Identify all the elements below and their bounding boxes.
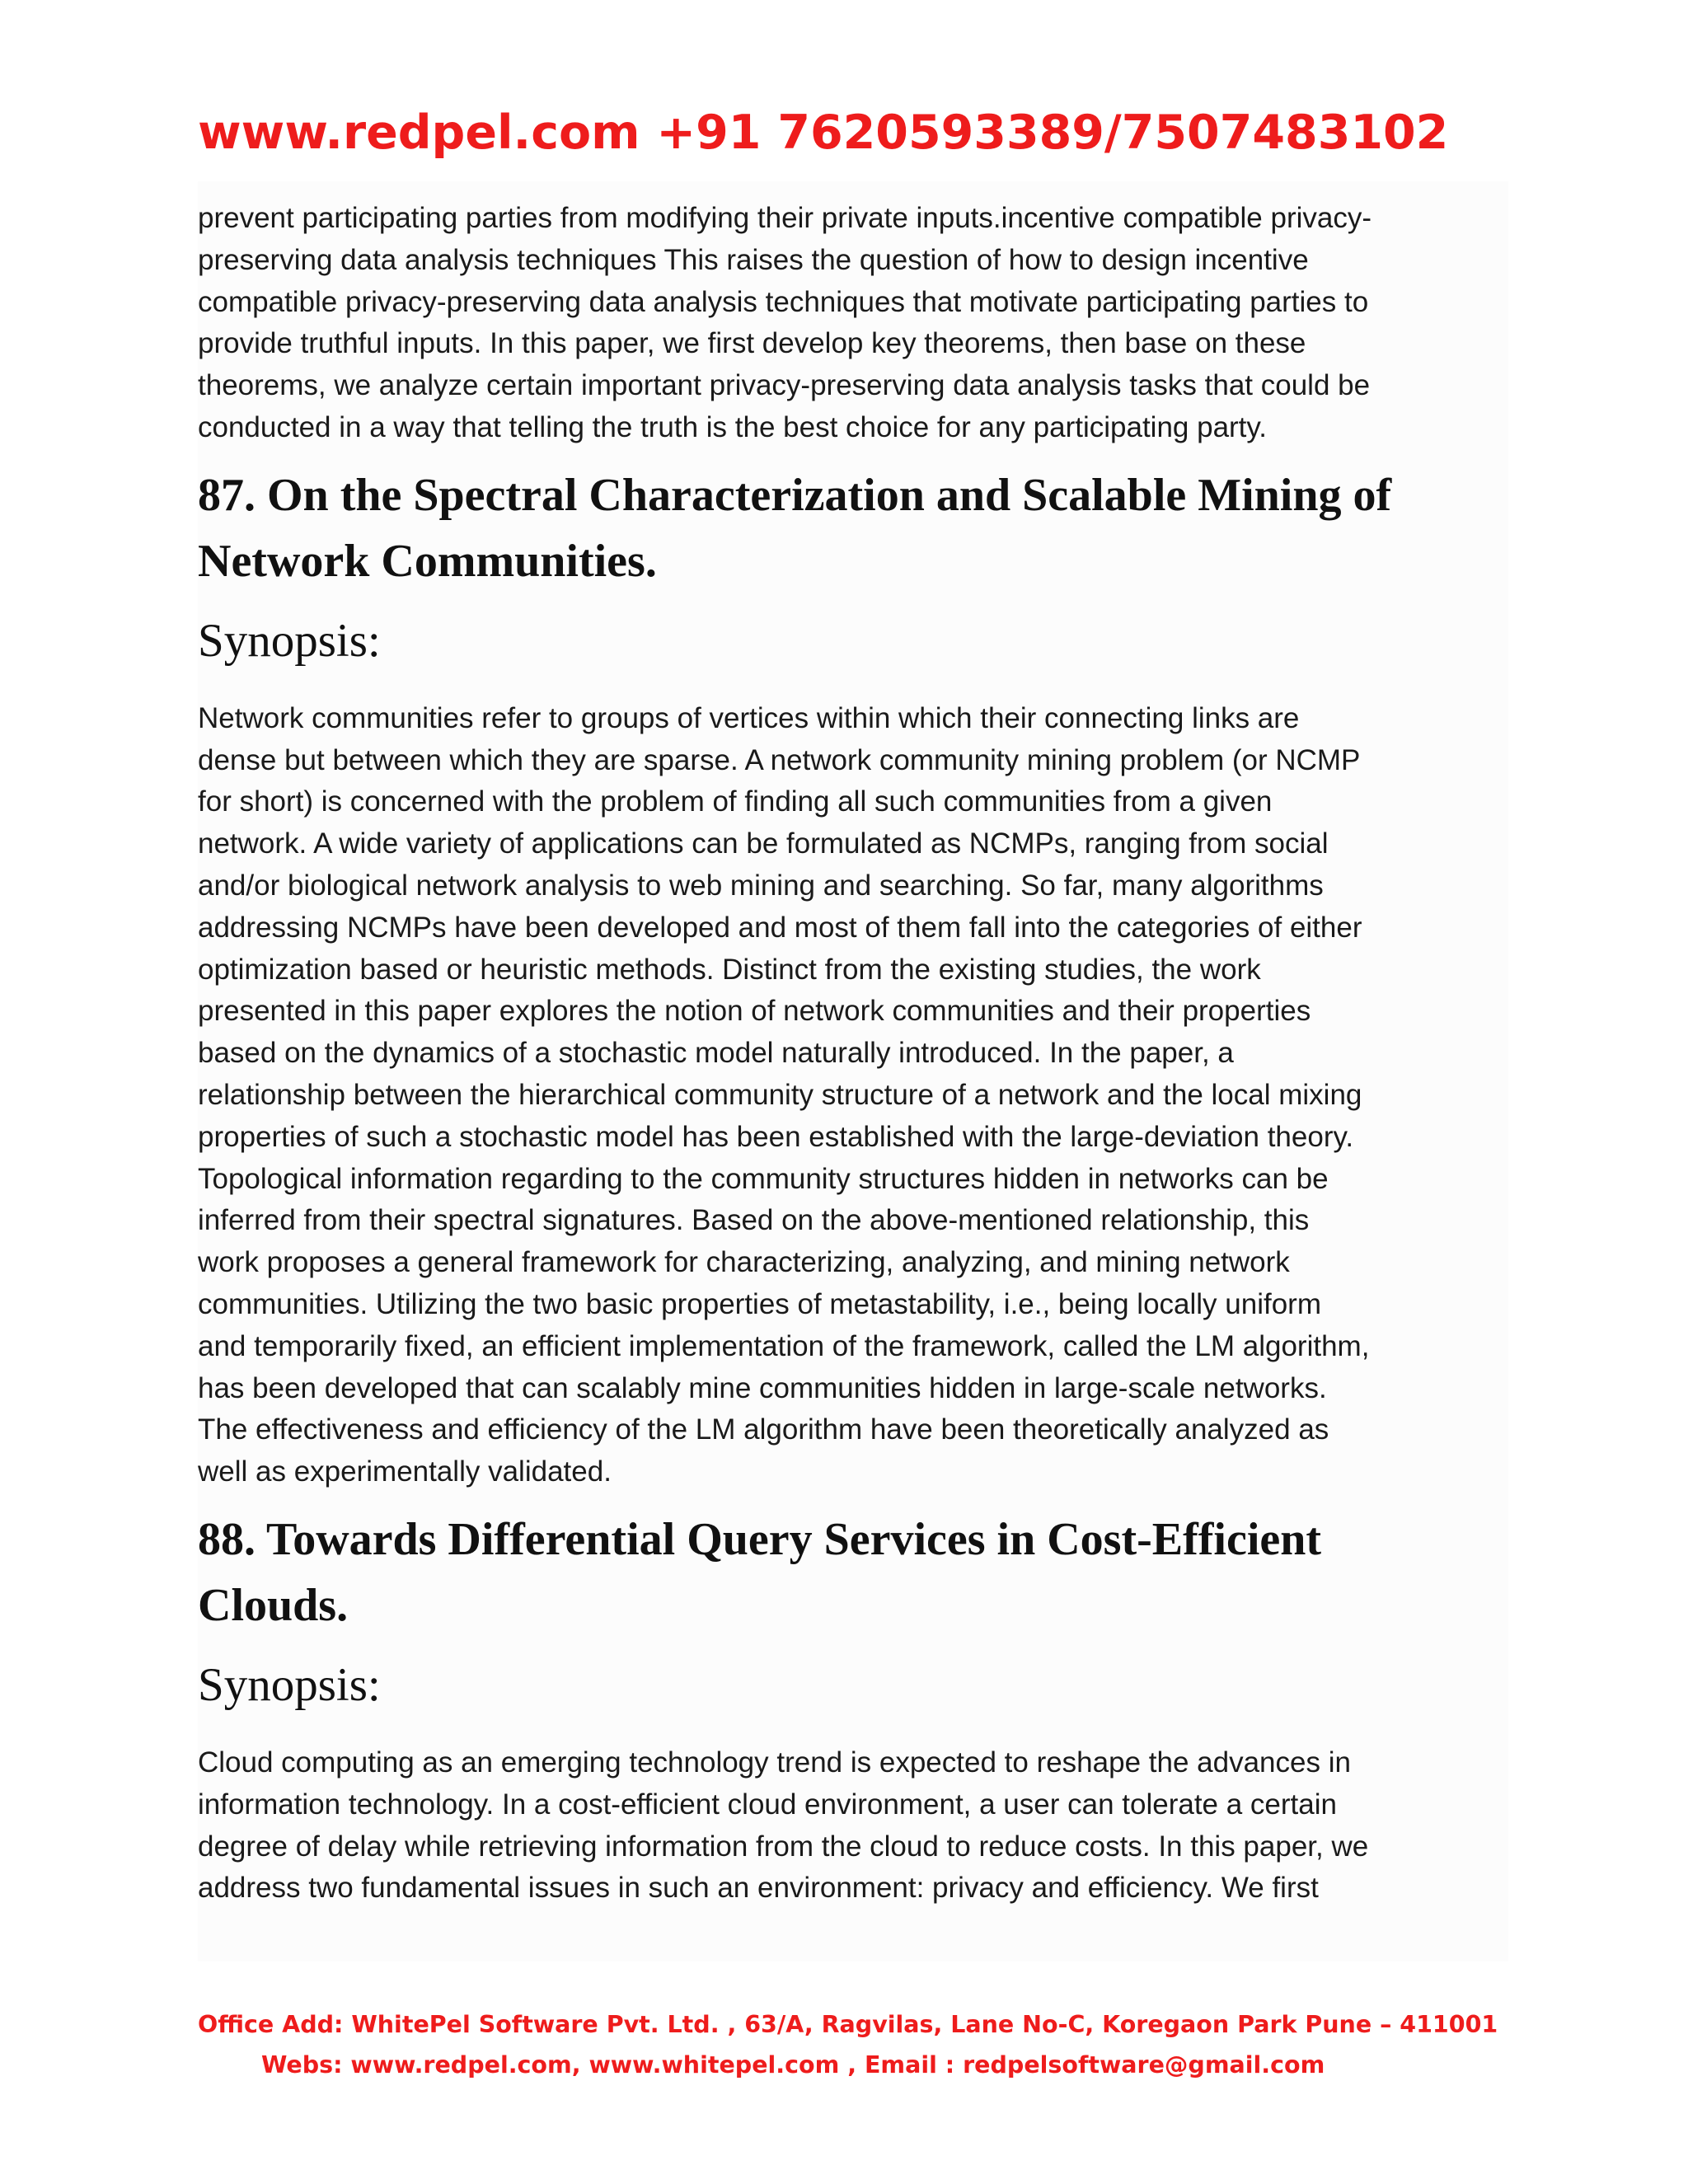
paragraph-line: and temporarily fixed, an efficient implementation of the framework, called the LM algorithm, (198, 1329, 1370, 1362)
section-88-title (198, 1507, 1500, 1638)
section-title-line: Network Communities. (198, 535, 657, 587)
intro-paragraph (198, 198, 1500, 449)
header-banner: www.redpel.com +91 7620593389/7507483102 (198, 105, 1449, 160)
paragraph-line: information technology. In a cost-efficient cloud environment, a user can tolerate a certain (198, 1788, 1337, 1821)
paragraph-line: inferred from their spectral signatures. Based on the above-mentioned relationship, this (198, 1204, 1310, 1237)
paragraph-line: prevent participating parties from modifying their private inputs.incentive compatible privacy- (198, 202, 1372, 234)
section-87-synopsis-label: Synopsis: (198, 614, 381, 667)
paragraph-line: work proposes a general framework for characterizing, analyzing, and mining network (198, 1246, 1290, 1279)
paragraph-line: for short) is concerned with the problem of finding all such communities from a given (198, 785, 1273, 818)
paragraph-line: compatible privacy-preserving data analysis techniques that motivate participating parties to (198, 285, 1369, 318)
paragraph-line: well as experimentally validated. (198, 1455, 612, 1488)
document-content (198, 198, 1500, 1910)
footer-office-address: Office Add: WhitePel Software Pvt. Ltd. , 63/A, Ragvilas, Lane No-C, Koregaon Park Pune – 411001 (198, 2011, 1498, 2038)
section-88-body (198, 1742, 1500, 1910)
paragraph-line: dense but between which they are sparse. A network community mining problem (or NCMP (198, 743, 1361, 776)
footer-web-email: Webs: www.redpel.com, www.whitepel.com , Email : redpelsoftware@gmail.com (261, 2051, 1325, 2079)
paragraph-line: has been developed that can scalably mine communities hidden in large-scale networks. (198, 1371, 1327, 1404)
paragraph-line: address two fundamental issues in such an environment: privacy and efficiency. We first (198, 1872, 1319, 1905)
paragraph-line: The effectiveness and efficiency of the LM algorithm have been theoretically analyzed as (198, 1413, 1329, 1446)
paragraph-line: relationship between the hierarchical community structure of a network and the local mixing (198, 1078, 1362, 1111)
paragraph-line: optimization based or heuristic methods. Distinct from the existing studies, the work (198, 953, 1261, 986)
paragraph-line: based on the dynamics of a stochastic model naturally introduced. In the paper, a (198, 1037, 1234, 1070)
paragraph-line: properties of such a stochastic model has been established with the large-deviation theory. (198, 1120, 1354, 1153)
section-87-body (198, 698, 1500, 1493)
paragraph-line: degree of delay while retrieving information from the cloud to reduce costs. In this paper, we (198, 1830, 1369, 1863)
paragraph-line: presented in this paper explores the notion of network communities and their properties (198, 995, 1311, 1028)
section-title-line: 87. On the Spectral Characterization and Scalable Mining of (198, 469, 1392, 521)
paragraph-line: Cloud computing as an emerging technology trend is expected to reshape the advances in (198, 1746, 1351, 1779)
paragraph-line: conducted in a way that telling the truth is the best choice for any participating party. (198, 410, 1268, 443)
section-title-line: Clouds. (198, 1579, 349, 1631)
paragraph-line: addressing NCMPs have been developed and most of them fall into the categories of either (198, 911, 1362, 944)
paragraph-line: preserving data analysis techniques This raises the question of how to design incentive (198, 243, 1309, 276)
section-title-line: 88. Towards Differential Query Services in Cost-Efficient (198, 1513, 1322, 1565)
section-87-title (198, 462, 1500, 594)
paragraph-line: and/or biological network analysis to web mining and searching. So far, many algorithms (198, 869, 1324, 902)
section-88-synopsis-label: Synopsis: (198, 1658, 381, 1711)
paragraph-line: communities. Utilizing the two basic properties of metastability, i.e., being locally uniform (198, 1287, 1321, 1320)
paragraph-line: network. A wide variety of applications can be formulated as NCMPs, ranging from social (198, 827, 1329, 860)
paragraph-line: theorems, we analyze certain important privacy-preserving data analysis tasks that could be (198, 369, 1371, 402)
paragraph-line: Network communities refer to groups of vertices within which their connecting links are (198, 701, 1300, 734)
paragraph-line: provide truthful inputs. In this paper, we first develop key theorems, then base on these (198, 327, 1306, 360)
paragraph-line: Topological information regarding to the community structures hidden in networks can be (198, 1162, 1329, 1195)
